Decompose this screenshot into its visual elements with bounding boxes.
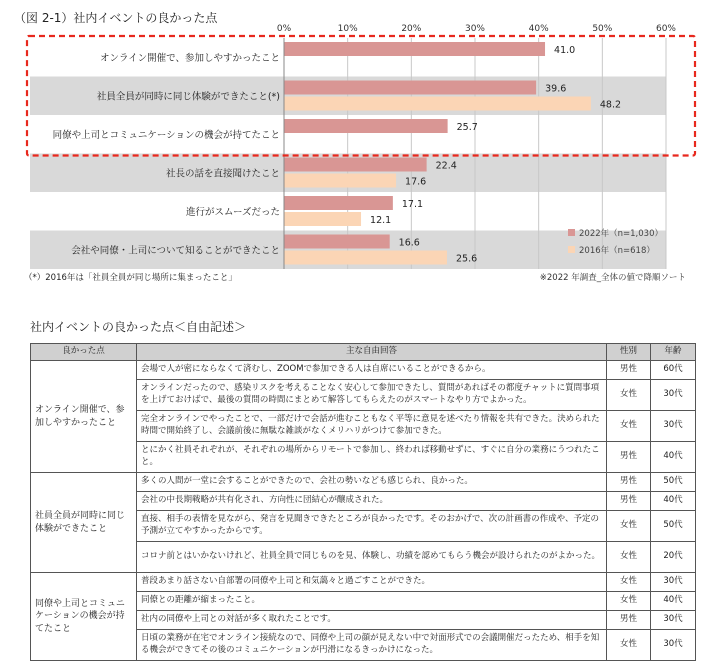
comment-cell: 同僚との距離が縮まったこと。 bbox=[137, 592, 607, 611]
age-cell: 30代 bbox=[651, 573, 696, 592]
bar-2022 bbox=[284, 81, 536, 95]
chart-footnote: （*）2016年は「社員全員が同じ場所に集まったこと」 bbox=[24, 273, 237, 283]
comment-cell: 普段あまり話さない自部署の同僚や上司と和気藹々と過ごすことができた。 bbox=[137, 573, 607, 592]
gender-cell: 女性 bbox=[607, 511, 651, 542]
header-age: 年齢 bbox=[651, 344, 696, 361]
age-cell: 60代 bbox=[651, 361, 696, 380]
header-gender: 性別 bbox=[607, 344, 651, 361]
x-tick-label: 40% bbox=[528, 24, 549, 34]
age-cell: 20代 bbox=[651, 542, 696, 573]
bar-chart bbox=[0, 0, 720, 300]
bar-2022 bbox=[284, 196, 393, 210]
bar-2016 bbox=[284, 212, 361, 226]
x-tick-label: 0% bbox=[276, 24, 292, 34]
comment-cell: とにかく社員それぞれが、それぞれの場所からリモートで参加し、終われば移動せずに、すぐに自分の業務にうつれたこと。 bbox=[137, 442, 607, 473]
gender-cell: 男性 bbox=[607, 442, 651, 473]
comment-cell: コロナ前とはいかないけれど、社員全員で同じものを見、体験し、功績を認めてもらう機会が設けられたのがよかった。 bbox=[137, 542, 607, 573]
x-tick-label: 60% bbox=[655, 24, 677, 34]
gender-cell: 男性 bbox=[607, 473, 651, 492]
table-row bbox=[31, 361, 696, 380]
comment-cell: 完全オンラインでやったことで、一部だけで会話が進むこともなく平等に意見を述べたり情報を共有できた。決められた時間で開始終了し、会議前後に無駄な雑談がなくメリハリがつけて参加できた。 bbox=[137, 411, 607, 442]
value-label: 48.2 bbox=[599, 99, 622, 111]
free-comment-table bbox=[30, 343, 696, 661]
gender-cell: 女性 bbox=[607, 592, 651, 611]
x-tick-label: 10% bbox=[337, 24, 358, 34]
gender-cell: 男性 bbox=[607, 361, 651, 380]
value-label: 17.1 bbox=[401, 199, 424, 210]
gender-cell: 男性 bbox=[607, 611, 651, 630]
value-label: 39.6 bbox=[545, 83, 567, 95]
comment-cell: 直接、相手の表情を見ながら、発言を見聞きできたところが良かったです。そのおかげで、次の計画書の作成や、予定の予測が立てやすかったからです。 bbox=[137, 511, 607, 542]
comment-cell: 多くの人間が一堂に会することができたので、会社の勢いなども感じられ、良かった。 bbox=[137, 473, 607, 492]
gender-cell: 女性 bbox=[607, 411, 651, 442]
bar-2022 bbox=[284, 158, 427, 172]
age-cell: 50代 bbox=[651, 511, 696, 542]
comment-cell: 社内の同僚や上司との対話が多く取れたことです。 bbox=[137, 611, 607, 630]
age-cell: 30代 bbox=[651, 630, 696, 661]
value-label: 16.6 bbox=[398, 237, 420, 249]
category-label: 会社や同僚・上司について知ることができたこと bbox=[71, 245, 280, 257]
bar-2022 bbox=[284, 42, 545, 56]
gender-cell: 女性 bbox=[607, 542, 651, 573]
x-tick-label: 50% bbox=[592, 24, 613, 34]
gender-cell: 女性 bbox=[607, 630, 651, 661]
category-label: 社長の話を直接聞けたこと bbox=[165, 168, 280, 180]
category-label: 同僚や上司とコミュニケーションの機会が持てたこと bbox=[52, 129, 280, 141]
bar-2022 bbox=[284, 235, 390, 249]
category-label: オンライン開催で、参加しやすかったこと bbox=[99, 52, 280, 64]
x-tick-label: 30% bbox=[464, 24, 486, 34]
legend-swatch-2022 bbox=[568, 229, 575, 236]
header-good-point: 良かった点 bbox=[31, 344, 137, 361]
value-label: 17.6 bbox=[405, 176, 427, 188]
figure-title: （図 2-1）社内イベントの良かった点 bbox=[14, 11, 218, 25]
bar-2022 bbox=[284, 119, 448, 133]
category-label: 進行がスムーズだった bbox=[185, 206, 280, 218]
age-cell: 30代 bbox=[651, 611, 696, 630]
legend-label-2016: 2016年（n=618） bbox=[579, 246, 655, 256]
age-cell: 40代 bbox=[651, 492, 696, 511]
bar-2016 bbox=[284, 251, 447, 265]
bar-2016 bbox=[284, 97, 591, 111]
category-cell: 同僚や上司とコミュニケーションの機会が持てたこと bbox=[31, 573, 137, 661]
age-cell: 40代 bbox=[651, 442, 696, 473]
value-label: 25.7 bbox=[456, 122, 478, 133]
value-label: 12.1 bbox=[370, 215, 392, 226]
age-cell: 50代 bbox=[651, 473, 696, 492]
age-cell: 40代 bbox=[651, 592, 696, 611]
table-row bbox=[31, 473, 696, 492]
category-label: 社員全員が同時に同じ体験ができたこと(*) bbox=[96, 91, 280, 103]
comment-cell: 会社の中長期戦略が共有化され、方向性に団結心が醸成された。 bbox=[137, 492, 607, 511]
value-label: 25.6 bbox=[455, 253, 478, 265]
comment-cell: 会場で人が密にならなくて済むし、ZOOMで参加できる人は自席にいることができるから。 bbox=[137, 361, 607, 380]
free-comment-section-title: 社内イベントの良かった点＜自由記述＞ bbox=[30, 320, 247, 334]
gender-cell: 男性 bbox=[607, 492, 651, 511]
gender-cell: 女性 bbox=[607, 380, 651, 411]
table-row bbox=[31, 573, 696, 592]
age-cell: 30代 bbox=[651, 380, 696, 411]
x-tick-label: 20% bbox=[401, 24, 422, 34]
age-cell: 30代 bbox=[651, 411, 696, 442]
comment-cell: 日頃の業務が在宅でオンライン接続なので、同僚や上司の顔が見えない中で対面形式での会議開催だったため、相手を知る機会ができてその後のコミュニケーションが円滑になるきっかけになった。 bbox=[137, 630, 607, 661]
comment-cell: オンラインだったので、感染リスクを考えることなく安心して参加できたし、質問があればその都度チャットに質問事項を上げておけばで、最後の質問の時間にまとめて解答してもらえたのがスマートなやり方でよかった。 bbox=[137, 380, 607, 411]
sort-note: ※2022 年調査_全体の値で降順ソート bbox=[539, 273, 686, 283]
gender-cell: 女性 bbox=[607, 573, 651, 592]
table-header-row bbox=[31, 344, 696, 361]
category-cell: オンライン開催で、参加しやすかったこと bbox=[31, 361, 137, 473]
legend-swatch-2016 bbox=[568, 246, 575, 253]
value-label: 41.0 bbox=[554, 45, 576, 56]
category-cell: 社員全員が同時に同じ体験ができたこと bbox=[31, 473, 137, 573]
bar-2016 bbox=[284, 174, 396, 188]
legend-label-2022: 2022年（n=1,030） bbox=[579, 229, 663, 239]
value-label: 22.4 bbox=[435, 160, 457, 172]
header-comment: 主な自由回答 bbox=[137, 344, 607, 361]
